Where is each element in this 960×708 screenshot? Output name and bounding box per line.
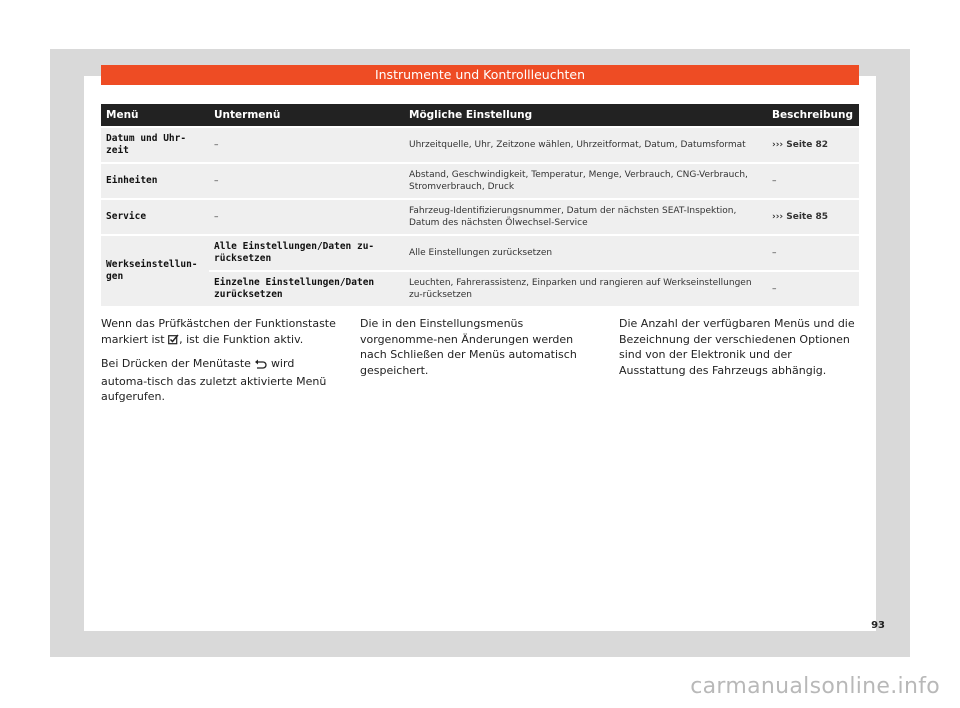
cell-submenu: – xyxy=(209,128,404,162)
column-header-submenu: Untermenü xyxy=(209,104,404,126)
table-header-row xyxy=(101,104,859,126)
text-column-2 xyxy=(360,316,602,385)
watermark: carmanualsonline.info xyxy=(690,674,940,699)
paragraph xyxy=(101,356,341,405)
paragraph: Die in den Einstellungsmenüs vorgenomme-nen Änderungen werden nach Schließen der Menüs automatisch gespeichert. xyxy=(360,317,577,377)
table-row xyxy=(101,236,859,270)
cell-menu: Werkseinstellun- gen xyxy=(101,236,209,306)
table-row xyxy=(101,164,859,198)
table-row xyxy=(101,272,859,306)
column-header-menu: Menü xyxy=(101,104,209,126)
cell-description: – xyxy=(767,272,859,306)
paragraph xyxy=(101,316,341,349)
settings-table xyxy=(101,102,859,308)
paragraph: Die Anzahl der verfügbaren Menüs und die Bezeichnung der verschiedenen Optionen sind von der Elektronik und der Ausstattung des Fahrzeugs abhängig. xyxy=(619,317,855,377)
cell-setting: Leuchten, Fahrerassistenz, Einparken und rangieren auf Werkseinstellungen zu-rücksetzen xyxy=(404,272,767,306)
text-fragment: , ist die Funktion aktiv. xyxy=(179,332,304,346)
page-reference-link[interactable]: ››› Seite 82 xyxy=(767,128,859,162)
cell-setting: Alle Einstellungen zurücksetzen xyxy=(404,236,767,270)
text-fragment: Wenn das Prüfkästchen der Funktionstaste markiert ist xyxy=(101,317,336,346)
cell-submenu: – xyxy=(209,200,404,234)
cell-menu: Datum und Uhr- zeit xyxy=(101,128,209,162)
table-row xyxy=(101,200,859,234)
section-header: Instrumente und Kontrollleuchten xyxy=(101,65,859,85)
text-fragment: Bei Drücken der Menütaste xyxy=(101,357,251,370)
table-row xyxy=(101,128,859,162)
text-column-3 xyxy=(619,316,859,385)
cell-setting: Uhrzeitquelle, Uhr, Zeitzone wählen, Uhrzeitformat, Datum, Datumsformat xyxy=(404,128,767,162)
column-header-setting: Mögliche Einstellung xyxy=(404,104,767,126)
cell-submenu: Einzelne Einstellungen/Daten zurücksetzen xyxy=(209,272,404,306)
cell-setting: Abstand, Geschwindigkeit, Temperatur, Menge, Verbrauch, CNG-Verbrauch, Stromverbrauch, Druck xyxy=(404,164,767,198)
checkbox-checked-icon xyxy=(168,334,179,350)
cell-setting: Fahrzeug-Identifizierungsnummer, Datum der nächsten SEAT-Inspektion, Datum des nächsten Ölwechsel-Service xyxy=(404,200,767,234)
cell-submenu: Alle Einstellungen/Daten zu- rücksetzen xyxy=(209,236,404,270)
cell-menu: Service xyxy=(101,200,209,234)
cell-description: – xyxy=(767,236,859,270)
column-header-description: Beschreibung xyxy=(767,104,859,126)
cell-menu: Einheiten xyxy=(101,164,209,198)
page-reference-link[interactable]: ››› Seite 85 xyxy=(767,200,859,234)
text-column-1 xyxy=(101,316,341,412)
cell-description: – xyxy=(767,164,859,198)
back-arrow-icon xyxy=(254,358,267,374)
page-number: 93 xyxy=(871,620,885,631)
text-fragment: wird automa-tisch das zuletzt aktivierte Menü aufgerufen. xyxy=(101,357,327,403)
cell-submenu: – xyxy=(209,164,404,198)
